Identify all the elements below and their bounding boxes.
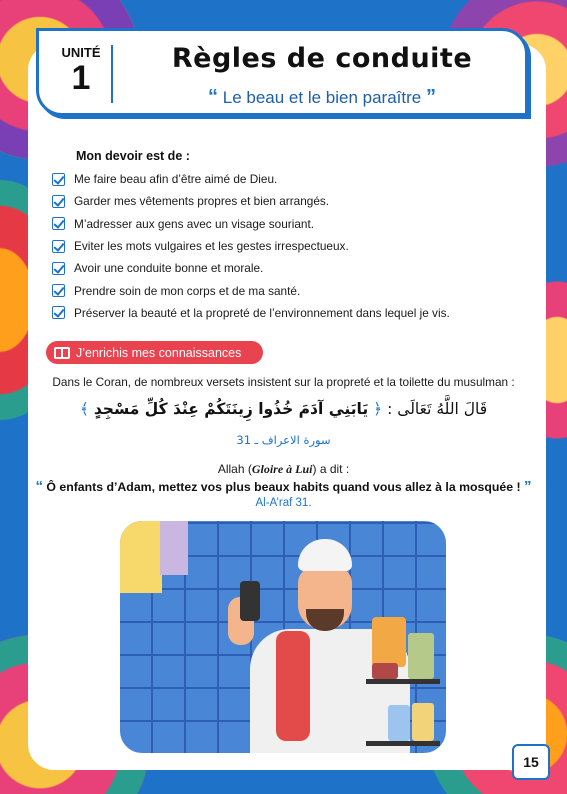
arabic-ornament-close: ﴾	[79, 400, 89, 418]
towel-yellow	[120, 521, 162, 593]
list-item	[52, 213, 450, 235]
duty-text: Me faire beau afin d’être aimé de Dieu.	[74, 172, 278, 187]
french-verse	[0, 478, 567, 495]
verse-close-quote: ”	[524, 478, 532, 495]
allah-suffix: ) a dit :	[312, 462, 350, 476]
arabic-verse	[60, 400, 507, 418]
section-pill	[46, 341, 263, 364]
man-figure	[180, 531, 400, 753]
illustration-man-perfume	[120, 521, 446, 753]
duty-text: Garder mes vêtements propres et bien arrangés.	[74, 194, 330, 209]
duty-text: Eviter les mots vulgaires et les gestes irrespectueux.	[74, 239, 349, 254]
page-title: Règles de conduite	[171, 43, 473, 74]
open-quote: “	[208, 86, 219, 108]
intro-text: Dans le Coran, de nombreux versets insistent sur la propreté et la toilette du musulman :	[52, 375, 515, 389]
checkbox-checked-icon	[52, 306, 65, 319]
arabic-verse-text: يَابَنِي آدَمَ خُذُوا زِينَتَكُمْ عِنْدَ كُلِّ مَسْجِدٍ	[93, 400, 369, 418]
french-verse-text: Ô enfants d’Adam, mettez vos plus beaux habits quand vous allez à la mosquée !	[46, 480, 521, 494]
checkbox-checked-icon	[52, 217, 65, 230]
unit-label: UNITÉ	[61, 45, 101, 60]
close-quote: ”	[425, 86, 436, 108]
subtitle-text: Le beau et le bien paraître	[222, 88, 422, 107]
checkbox-checked-icon	[52, 262, 65, 275]
checkbox-checked-icon	[52, 240, 65, 253]
duty-text: Prendre soin de mon corps et de ma santé.	[74, 283, 301, 298]
checkbox-checked-icon	[52, 173, 65, 186]
unit-header	[36, 28, 528, 116]
list-item	[52, 235, 450, 257]
book-icon	[54, 347, 70, 359]
allah-said	[0, 462, 567, 477]
shelf	[366, 679, 440, 684]
perfume-bottle	[240, 581, 260, 621]
unit-badge	[51, 45, 111, 96]
checkbox-checked-icon	[52, 195, 65, 208]
arabic-reference: سورة الاعراف ـ 31	[236, 433, 331, 447]
page-number: 15	[512, 744, 550, 780]
list-item	[52, 279, 450, 301]
unit-number: 1	[71, 59, 91, 97]
allah-gloss: Gloire à Lui	[251, 462, 313, 476]
list-item	[52, 190, 450, 212]
section-pill-label: J’enrichis mes connaissances	[76, 345, 242, 360]
allah-prefix: Allah (	[217, 462, 252, 476]
arabic-lead: قَالَ اللَّهُ تَعَالَى :	[387, 400, 488, 418]
list-item	[52, 302, 450, 324]
duty-text: Préserver la beauté et la propreté de l’environnement dans lequel je vis.	[74, 305, 450, 320]
verse-open-quote: “	[35, 478, 43, 495]
duty-text: Avoir une conduite bonne et morale.	[74, 261, 264, 276]
checkbox-checked-icon	[52, 284, 65, 297]
duty-text: M’adresser aux gens avec un visage souriant.	[74, 216, 314, 231]
header-divider	[111, 45, 113, 103]
arabic-ornament-open: ﴿	[373, 400, 383, 418]
duty-heading: Mon devoir est de :	[76, 149, 190, 163]
page-subtitle	[129, 86, 515, 109]
list-item	[52, 168, 450, 190]
duty-checklist	[52, 168, 450, 324]
shelf	[366, 741, 440, 746]
list-item	[52, 257, 450, 279]
french-reference: Al-A’raf 31.	[255, 497, 312, 509]
